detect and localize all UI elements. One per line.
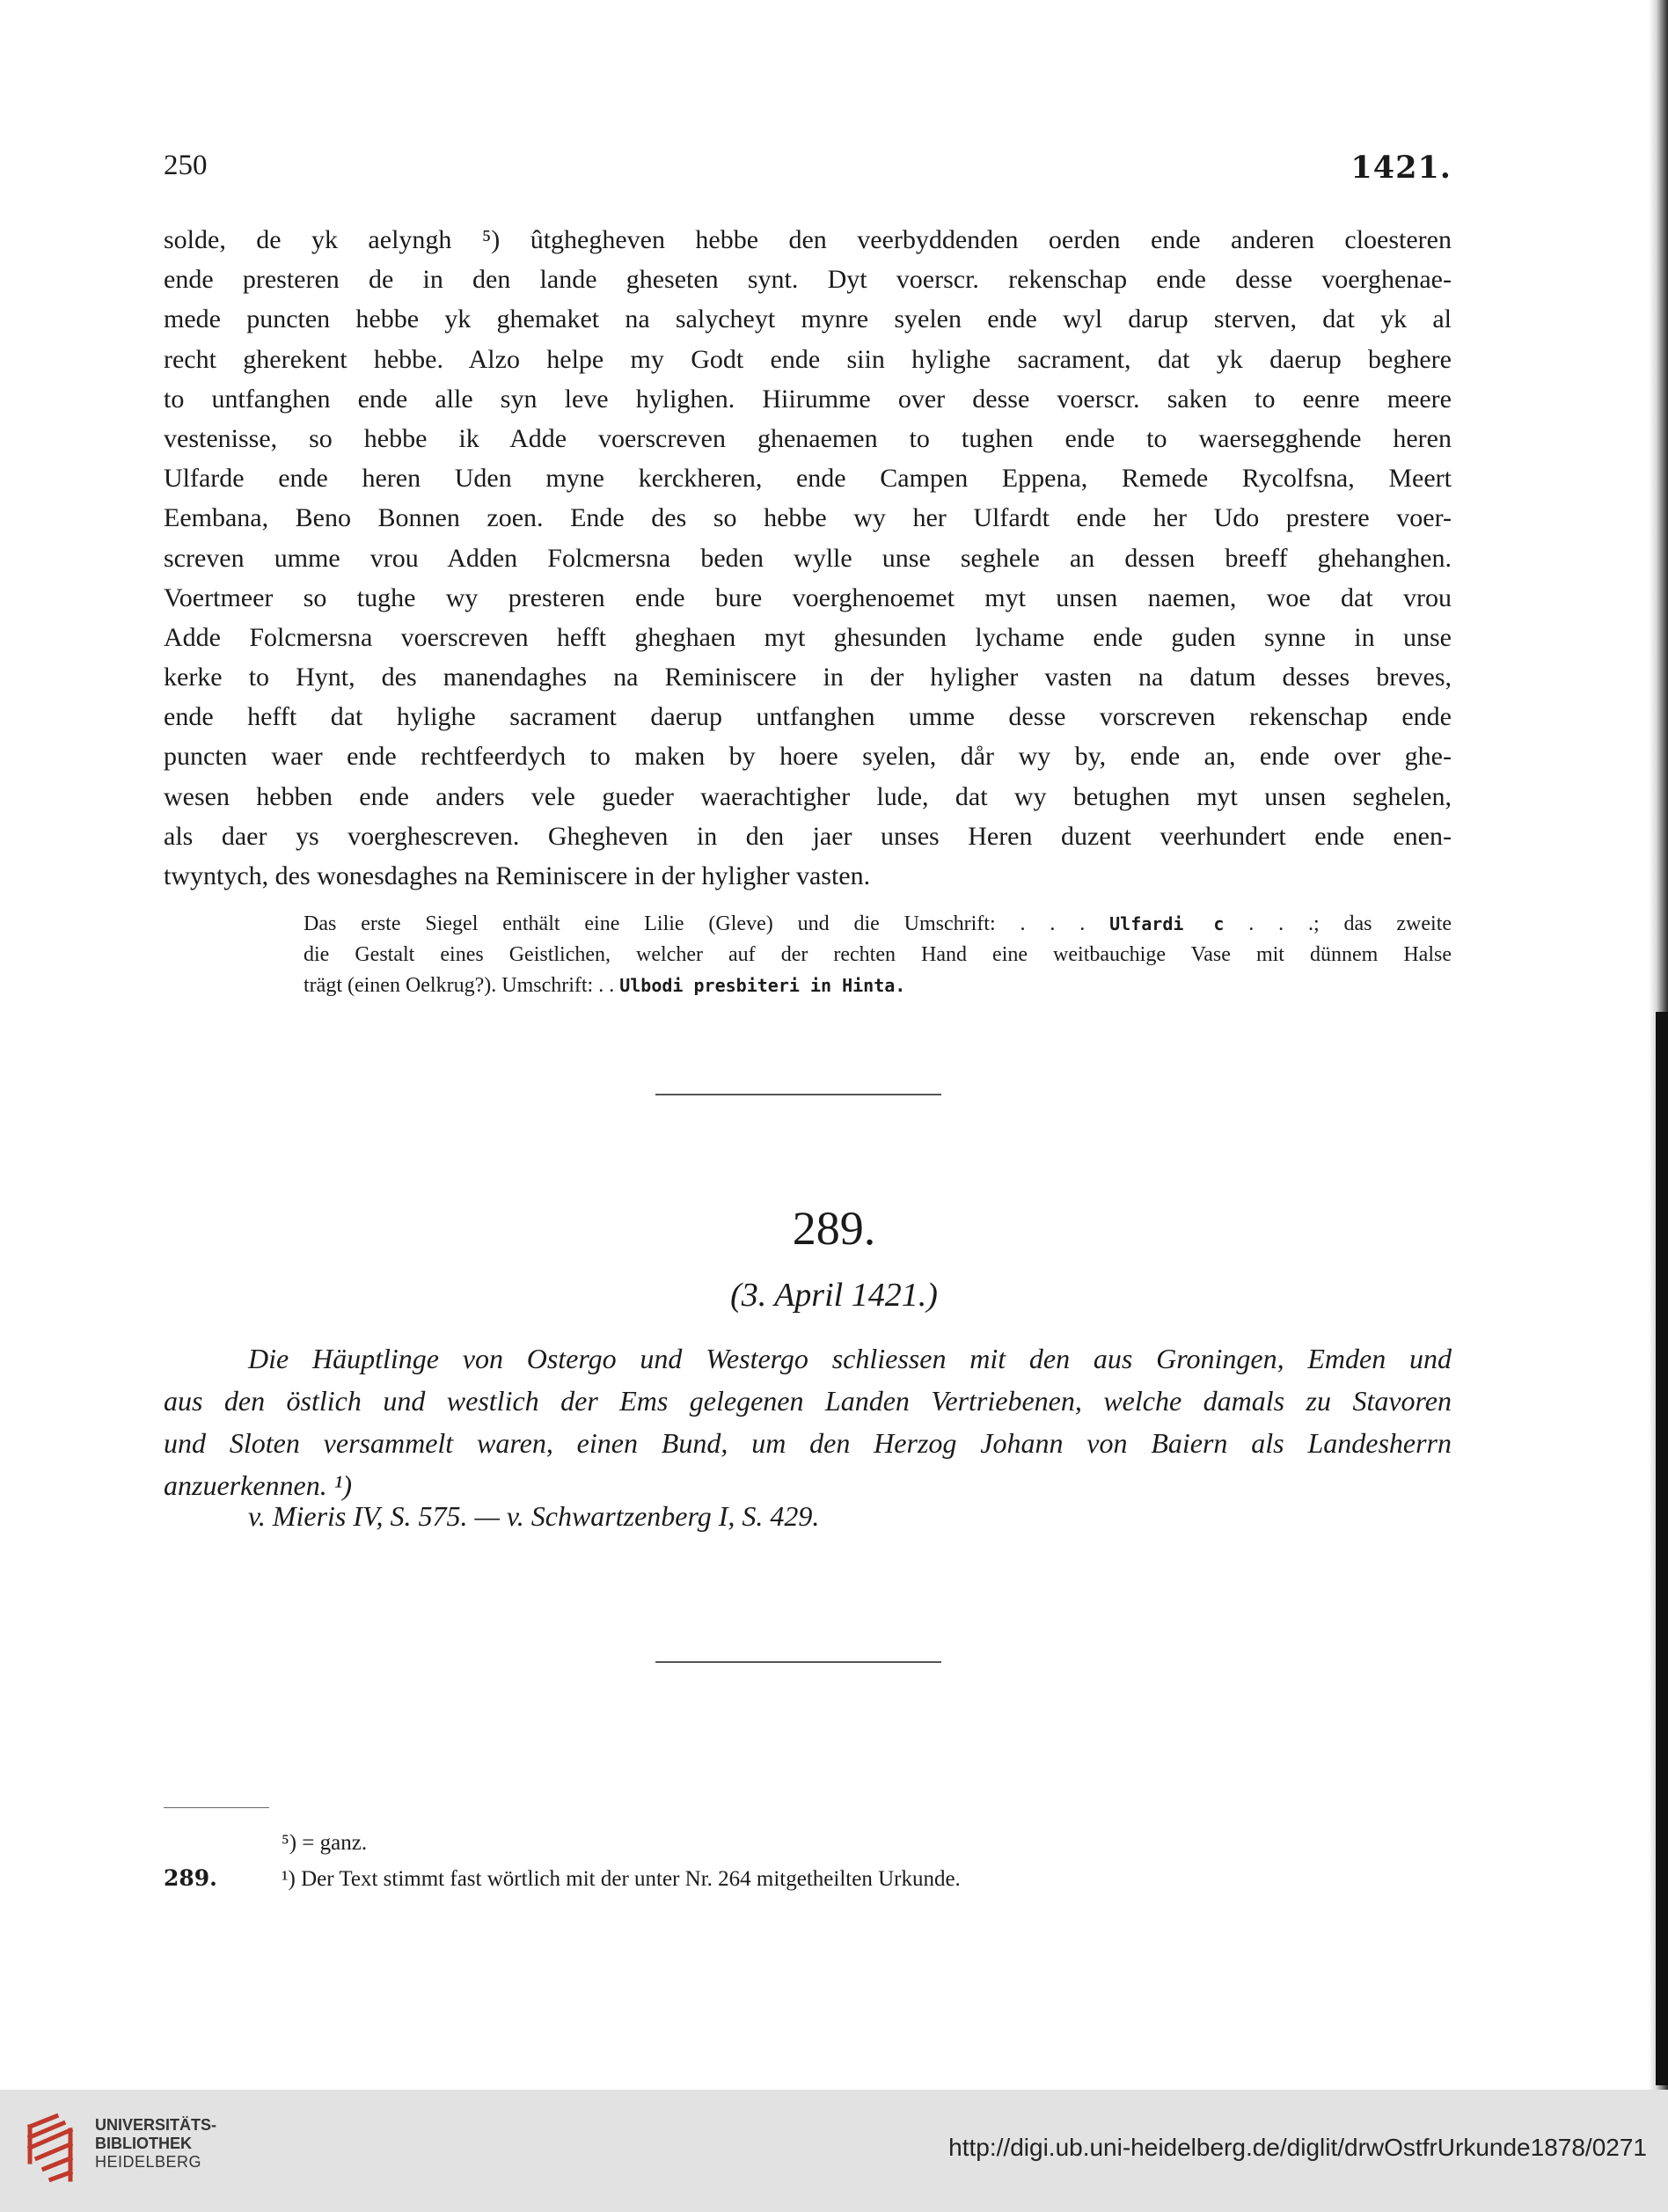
text-line: solde, de yk aelyngh ⁵) ûtghegheven hebbe den veerbyddenden oerden ende anderen cloesteren [164, 225, 1452, 254]
text-line: wesen hebben ende anders vele gueder waerachtigher lude, dat wy betughen myt unsen seghelen, [164, 781, 1452, 811]
library-name-line: HEIDELBERG [95, 2153, 202, 2171]
text-line: to untfanghen ende alle syn leve hylighen. Hiirumme over desse voerscr. saken to eenre meere [164, 384, 1452, 414]
note-text: Das erste Siegel enthält eine Lilie (Gleve) und die Umschrift: . . . [304, 912, 1086, 935]
footnotes [164, 1826, 1452, 1896]
library-name [95, 2116, 216, 2172]
summary-line: Die Häuptlinge von Ostergo und Westergo schliessen mit den aus Groningen, Emden und [248, 1343, 1452, 1374]
footnote-text: ⁵) = ganz. [282, 1831, 368, 1855]
text-line: twyntych, des wonesdaghes na Reminiscere in der hyligher vasten. [164, 861, 871, 890]
footnote-ref: 289. [164, 1865, 217, 1891]
text-line: recht gherekent hebbe. Alzo helpe my Godt ende siin hylighe sacrament, dat yk daerup beghere [164, 344, 1452, 374]
summary-line: aus den östlich und westlich der Ems gelegenen Landen Vertriebenen, welche damals zu Stavoren [164, 1385, 1452, 1417]
text-line: Eembana, Beno Bonnen zoen. Ende des so hebbe wy her Ulfardt ende her Udo prestere voer- [164, 503, 1452, 533]
seal-legend: Ulbodi presbiteri in Hinta. [619, 975, 906, 996]
footnote-text: ¹) Der Text stimmt fast wörtlich mit der unter Nr. 264 mitgetheilten Urkunde. [282, 1867, 961, 1891]
note-text: trägt (einen Oelkrug?). Umschrift: . . [304, 974, 615, 997]
text-line: vestenisse, so hebbe ik Adde voerscreven ghenaemen to tughen ende to waersegghende heren [164, 423, 1452, 453]
text-line: Voertmeer so tughe wy presteren ende bure voerghenoemet myt unsen naemen, woe dat vrou [164, 582, 1452, 612]
library-logo-icon [21, 2109, 83, 2188]
summary-line: und Sloten versammelt waren, einen Bund, um den Herzog Johann von Baiern als Landesherrn [164, 1427, 1452, 1459]
note-line [304, 970, 1452, 1001]
note-line: die Gestalt eines Geistlichen, welcher auf der rechten Hand eine weitbauchige Vase mit dünnem Halse [304, 943, 1452, 966]
text-line: puncten waer ende rechtfeerdych to maken by hoere syelen, dår wy by, ende an, ende over ghe- [164, 742, 1452, 772]
text-line: ende presteren de in den lande gheseten synt. Dyt voerscr. rekenschap ende desse voerghenae- [164, 265, 1452, 295]
seal-note [304, 909, 1452, 1001]
note-text: . . .; das zweite [1248, 912, 1452, 935]
section-divider [655, 1661, 941, 1663]
summary-line: anzuerkennen. ¹) [164, 1469, 352, 1501]
library-name-line: BIBLIOTHEK [95, 2135, 192, 2152]
text-line: mede puncten hebbe yk ghemaket na salycheyt mynre syelen ende wyl darup sterven, dat yk al [164, 304, 1452, 334]
text-line: kerke to Hynt, des manendaghes na Reminiscere in der hyligher vasten na datum desses breves, [164, 663, 1452, 692]
note-line [304, 909, 1452, 940]
document-date: (3. April 1421.) [730, 1277, 938, 1314]
page-number: 250 [164, 150, 208, 181]
permalink[interactable]: http://digi.ub.uni-heidelberg.de/diglit/drwOstfrUrkunde1878/0271 [948, 2134, 1647, 2161]
running-header [164, 150, 1452, 194]
text-line: als daer ys voerghescreven. Ghegheven in den jaer unses Heren duzent veerhundert ende enen- [164, 821, 1452, 851]
footnote-rule [164, 1807, 269, 1808]
text-line: screven umme vrou Adden Folcmersna beden wylle unse seghele an dessen breeff ghehanghen. [164, 543, 1452, 573]
library-name-line: UNIVERSITÄTS- [95, 2116, 217, 2134]
charter-text [164, 220, 1452, 896]
viewer-footer [0, 2090, 1668, 2212]
source-references: v. Mieris IV, S. 575. — v. Schwartzenberg I, S. 429. [248, 1500, 820, 1532]
seal-legend: Ulfardi c [1109, 913, 1225, 934]
footnote [164, 1861, 1452, 1896]
text-line: ende hefft dat hylighe sacrament daerup untfanghen umme desse vorscreven rekenschap ende [164, 702, 1452, 732]
document-summary [164, 1337, 1452, 1506]
header-year: 1421. [1350, 150, 1452, 186]
footnote [164, 1826, 1452, 1861]
text-line: Ulfarde ende heren Uden myne kerckheren, ende Campen Eppena, Remede Rycolfsna, Meert [164, 464, 1452, 494]
section-divider [655, 1094, 941, 1095]
text-line: Adde Folcmersna voerscreven hefft gheghaen myt ghesunden lychame ende guden synne in unse [164, 622, 1452, 652]
page-edge-dark [1656, 1012, 1668, 2085]
document-number: 289. [792, 1202, 876, 1255]
